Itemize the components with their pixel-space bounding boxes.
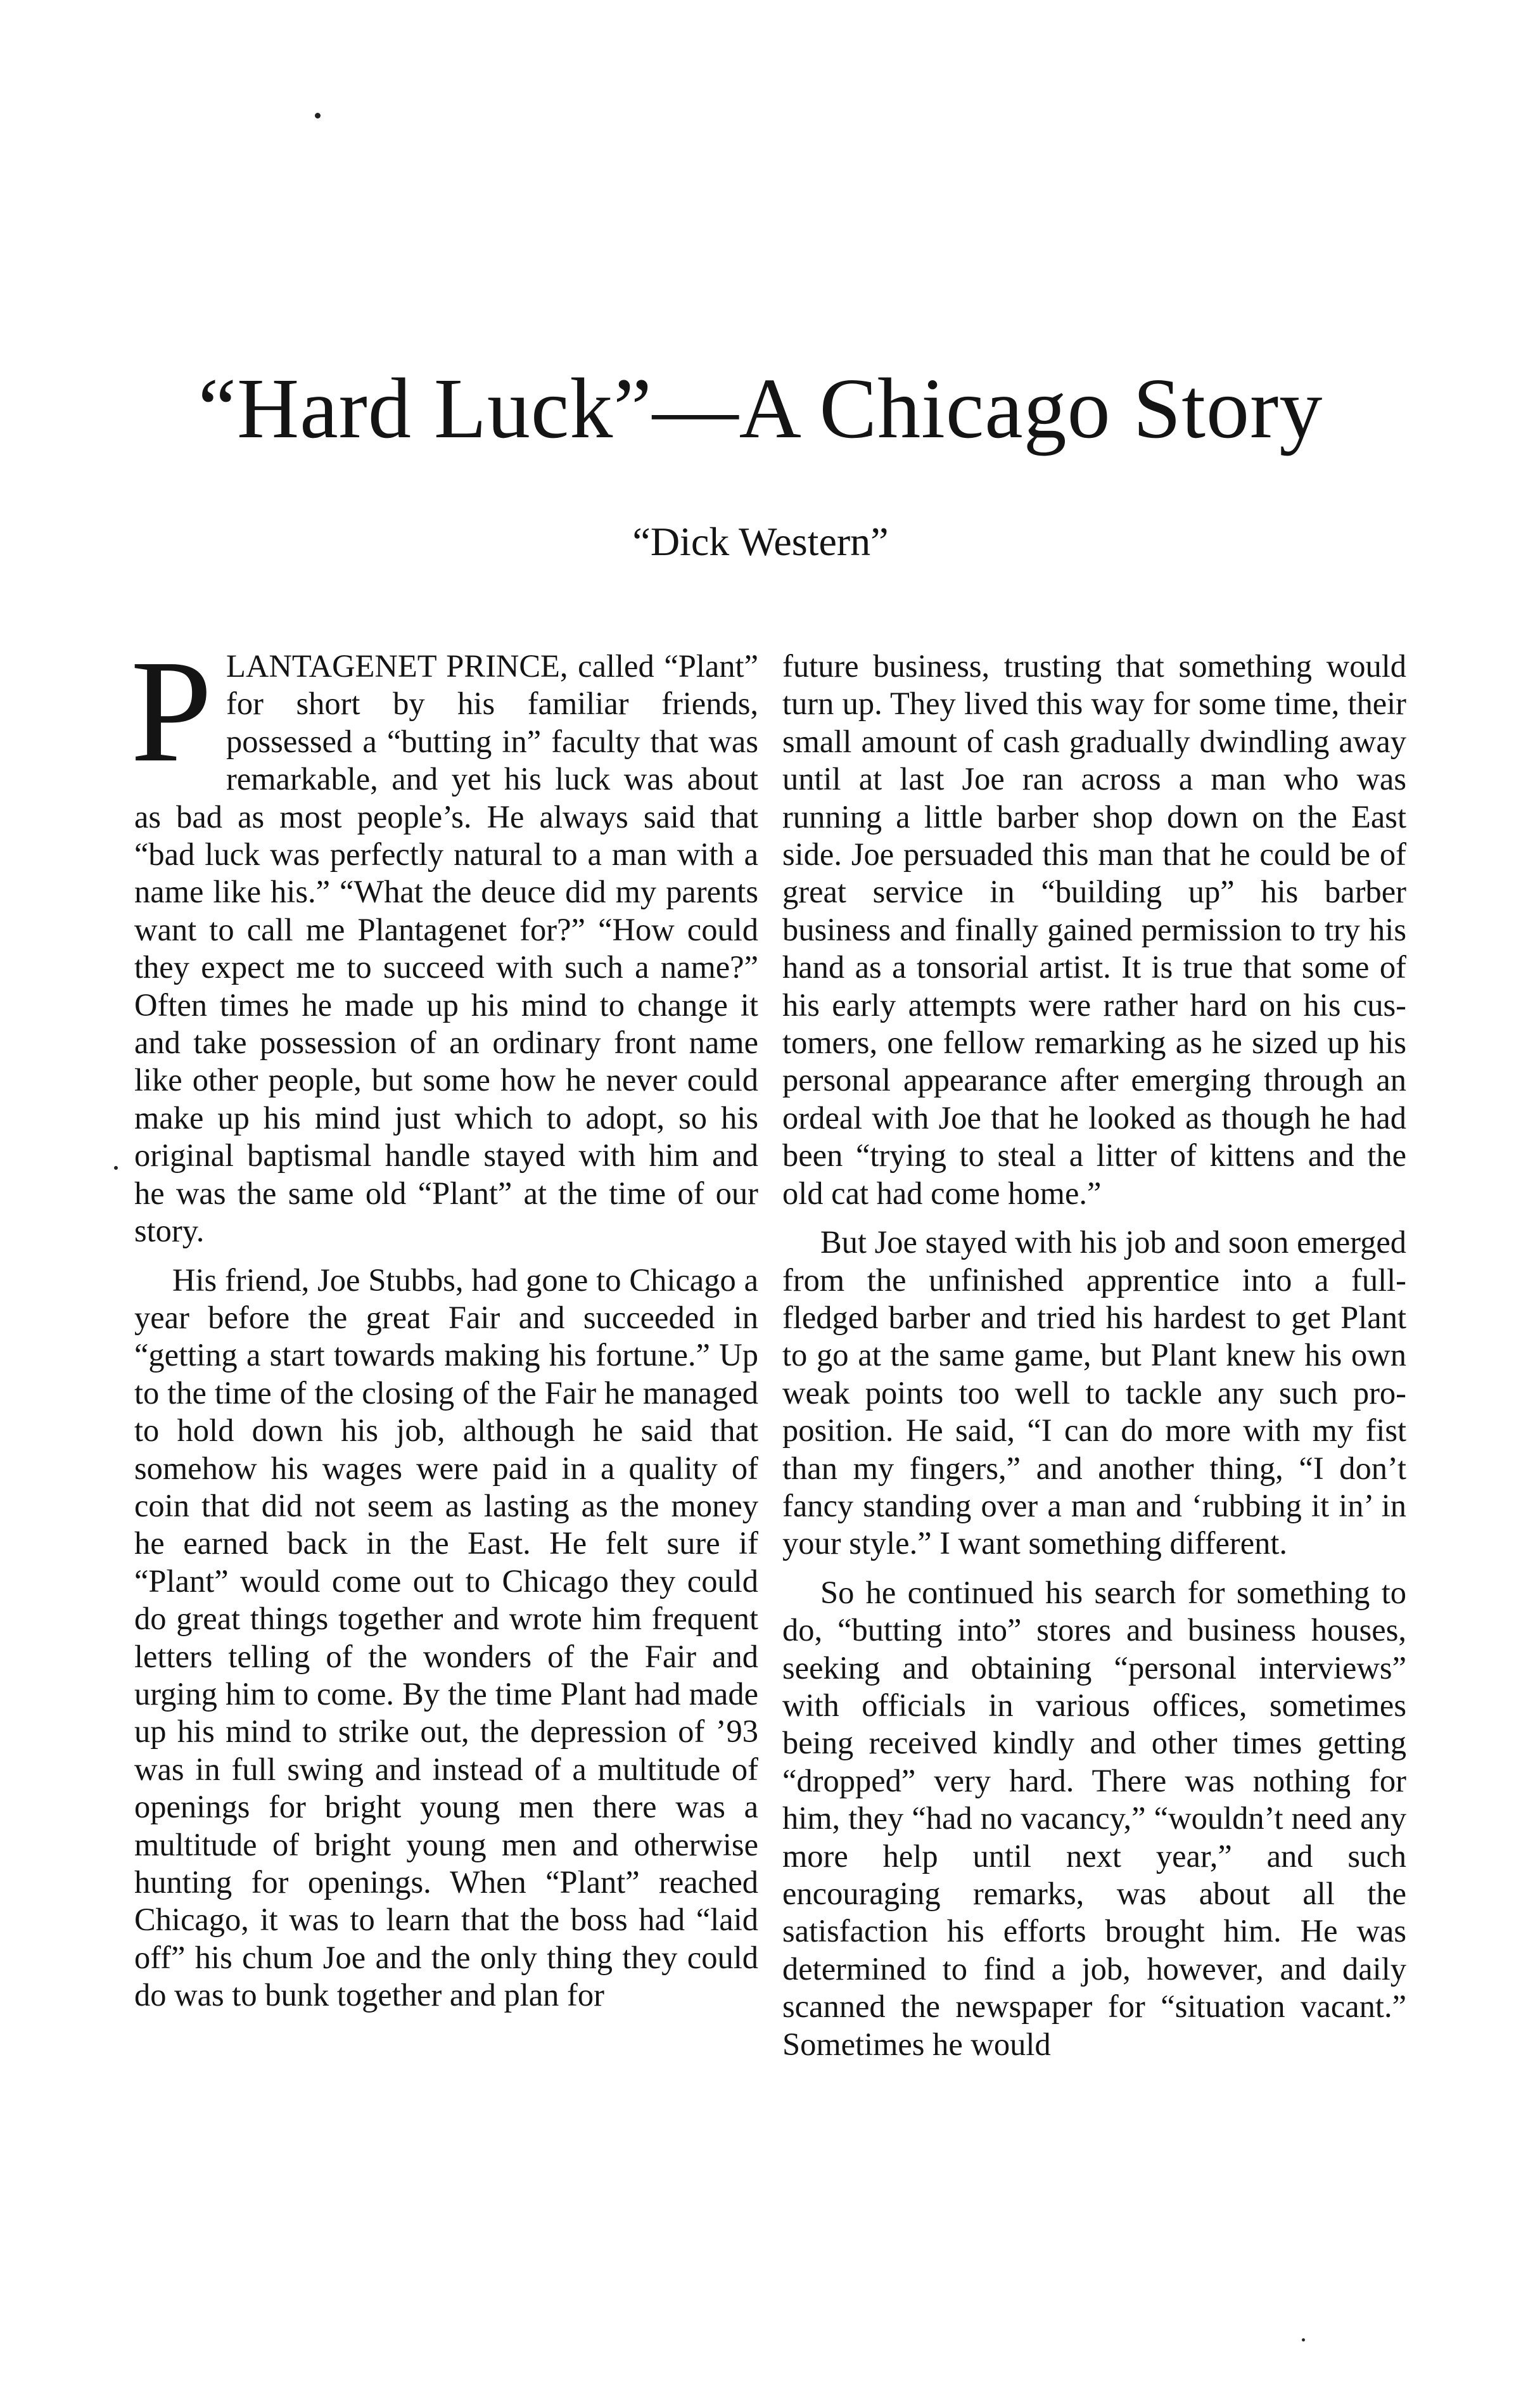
drop-cap: P xyxy=(130,630,213,793)
paragraph: future business, trusting that something would turn up. They lived this way for some time, their small amount of cash gradually dwindling away until at last Joe ran across a man who was running a little barber shop down on the East side. Joe persuaded this man that he could be of great service in “building up” his barber business and finally gained permission to try his hand as a tonsorial artist. It is true that some of his early attempts were rather hard on his customers, one fellow remarking as he sized up his personal appearance after emerging through an ordeal with Joe that he looked as though he had been “trying to steal a litter of kittens and the old cat had come home.” xyxy=(782,648,1406,1211)
paragraph: So he continued his search for something to do, “butting into” stores and business houses, seeking and obtaining “personal interviews” with officials in various offices, sometimes being received kindly and other times getting “dropped” very hard. There was nothing for him, they “had no vacancy,” “wouldn’t need any more help until next year,” and such encouraging remarks, was about all the satisfaction his efforts brought him. He was determined to find a job, however, and daily scanned the newspaper for “situation vacant.” Sometimes he would xyxy=(782,1574,1406,2062)
article-title: “Hard Luck”—A Chicago Story xyxy=(198,361,1323,456)
print-speck xyxy=(315,113,321,118)
print-speck xyxy=(114,1166,118,1170)
paragraph-text: LANTAGENET PRINCE, called “Plant” for short by his familiar friends, possessed a “butting in” faculty that was remarkable, and yet his luck was about as bad as most people’s. He always said that “bad luck was perfectly natural to a man with a name like his.” “What the deuce did my parents want to call me Plantagenet for?” “How could they expect me to succeed with such a name?” Often times he made up his mind to change it and take possession of an ordinary front name like other people, but some how he never could make up his mind just which to adopt, so his original baptismal handle stayed with him and he was the same old “Plant” at the time of our story. xyxy=(134,648,758,1249)
paragraph: His friend, Joe Stubbs, had gone to Chicago a year before the great Fair and succeeded in “getting a start towards making his fortune.” Up to the time of the closing of the Fair he managed to hold down his job, although he said that somehow his wages were paid in a quality of coin that did not seem as lasting as the money he earned back in the East. He felt sure if “Plant” would come out to Chicago they could do great things together and wrote him frequent letters telling of the wonders of the Fair and urging him to come. By the time Plant had made up his mind to strike out, the depression of ’93 was in full swing and instead of a multitude of openings for bright young men there was a multitude of bright young men and otherwise hunting for openings. When “Plant” reached Chicago, it was to learn that the boss had “laid off” his chum Joe and the only thing they could do was to bunk together and plan for xyxy=(134,1262,758,2013)
print-speck xyxy=(1302,2338,1305,2341)
article-author: “Dick Western” xyxy=(632,519,889,564)
paragraph xyxy=(130,630,758,1250)
right-column xyxy=(782,648,1406,2063)
left-column xyxy=(130,630,758,2014)
paragraph: But Joe stayed with his job and soon emerged from the unfinished apprentice into a full-fledged barber and tried his hardest to get Plant to go at the same game, but Plant knew his own weak points too well to tackle any such proposition. He said, “I can do more with my fist than my fingers,” and another thing, “I don’t fancy standing over a man and ‘rubbing it in’ in your style.” I want something different. xyxy=(782,1224,1406,1561)
